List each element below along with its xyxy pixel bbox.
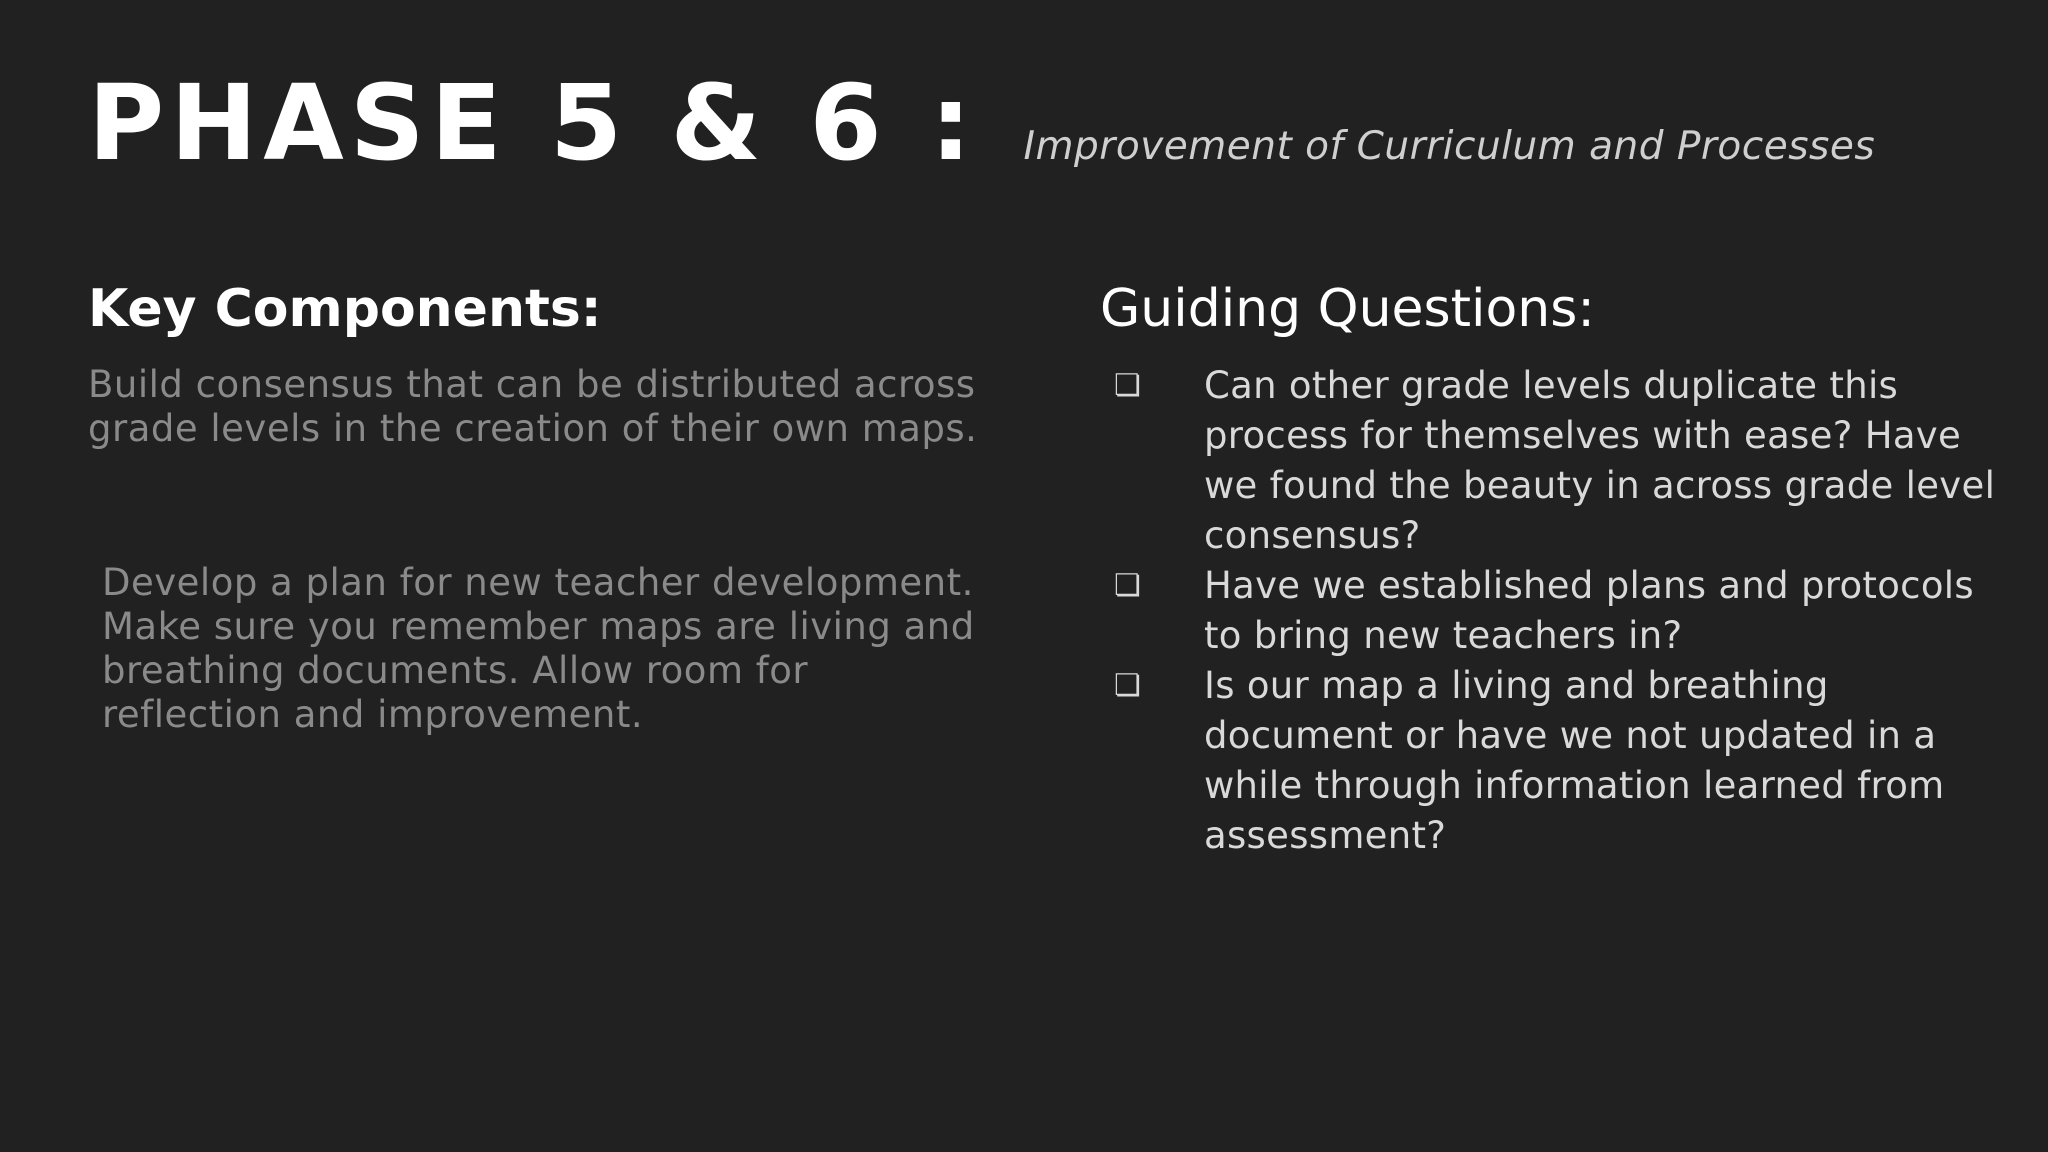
slide-title: PHASE 5 & 6 : [88, 62, 978, 184]
question-text: Can other grade levels duplicate this process for themselves with ease? Have we found the beauty in across grade level consensus? [1204, 364, 1996, 557]
question-text: Have we established plans and protocols to bring new teachers in? [1204, 564, 1974, 657]
checkbox-bullet-icon: ❏ [1114, 368, 1141, 403]
title-row [88, 62, 1875, 184]
key-component-text: Build consensus that can be distributed across grade levels in the creation of their own maps. [88, 363, 978, 450]
guiding-questions-heading: Guiding Questions: [1100, 279, 1595, 339]
guiding-questions-list [1100, 361, 2000, 861]
checkbox-bullet-icon: ❏ [1114, 668, 1141, 703]
key-component-text: Develop a plan for new teacher development. Make sure you remember maps are living and breathing documents. Allow room for reflection and improvement. [102, 561, 975, 736]
key-components-heading: Key Components: [88, 279, 602, 339]
list-item [1100, 361, 2000, 561]
list-item [1100, 661, 2000, 861]
slide-subtitle: Improvement of Curriculum and Processes [1023, 124, 1876, 169]
question-text: Is our map a living and breathing document or have we not updated in a while through information learned from assessment? [1204, 664, 1945, 857]
checkbox-bullet-icon: ❏ [1114, 568, 1141, 603]
list-item [1100, 561, 2000, 661]
key-components-section [88, 275, 988, 737]
guiding-questions-section [1100, 275, 2000, 861]
